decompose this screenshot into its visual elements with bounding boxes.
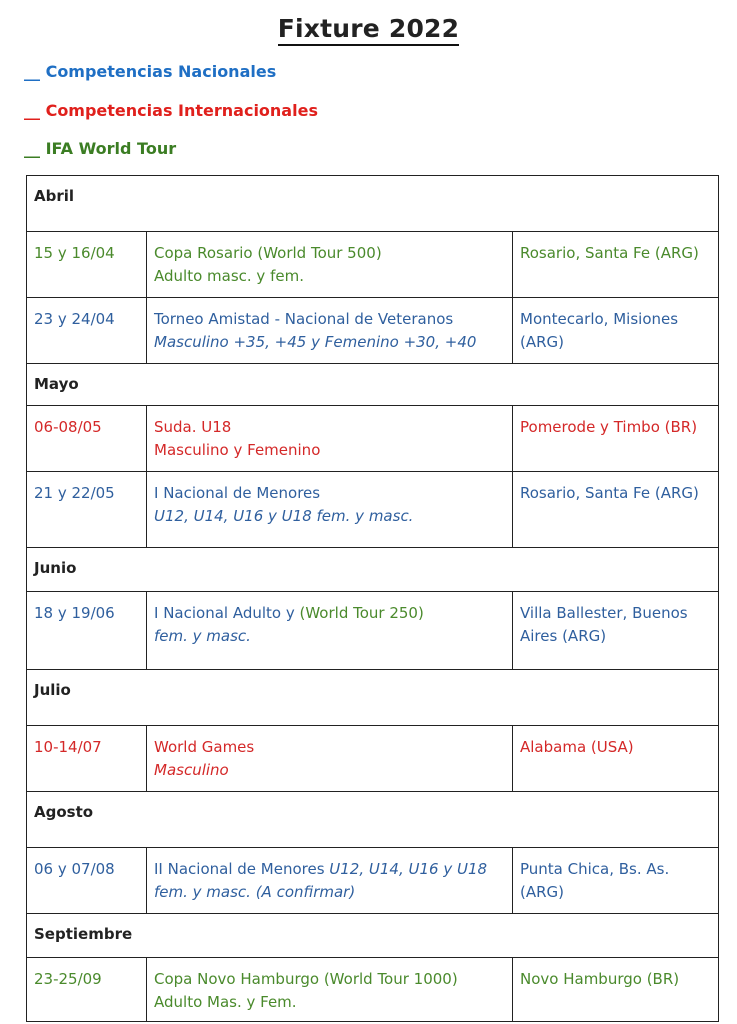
month-row bbox=[27, 548, 719, 592]
event-name: I Nacional de Menores U12, U14, U16 y U18 fem. y masc. bbox=[147, 472, 513, 548]
month-row bbox=[27, 176, 719, 232]
event-detail: Adulto masc. y fem. bbox=[154, 267, 304, 285]
event-date: 23-25/09 bbox=[27, 958, 147, 1022]
event-place: Alabama (USA) bbox=[513, 726, 719, 792]
event-detail: Adulto Mas. y Fem. bbox=[154, 993, 297, 1011]
legend-internacional: __ Competencias Internacionales bbox=[24, 101, 318, 120]
event-place: Pomerode y Timbo (BR) bbox=[513, 406, 719, 472]
event-name: Torneo Amistad - Nacional de Veteranos Masculino +35, +45 y Femenino +30, +40 bbox=[147, 298, 513, 364]
event-date: 06 y 07/08 bbox=[27, 848, 147, 914]
month-row bbox=[27, 792, 719, 848]
event-place: Montecarlo, Misiones (ARG) bbox=[513, 298, 719, 364]
month-label: Junio bbox=[27, 548, 719, 592]
event-place: Villa Ballester, Buenos Aires (ARG) bbox=[513, 592, 719, 670]
event-detail: Masculino bbox=[154, 761, 229, 779]
event-place: Punta Chica, Bs. As. (ARG) bbox=[513, 848, 719, 914]
event-row bbox=[27, 298, 719, 364]
event-name: Copa Novo Hamburgo (World Tour 1000) Adulto Mas. y Fem. bbox=[147, 958, 513, 1022]
event-row bbox=[27, 958, 719, 1022]
event-row bbox=[27, 848, 719, 914]
event-date: 15 y 16/04 bbox=[27, 232, 147, 298]
event-row bbox=[27, 472, 719, 548]
event-name: Copa Rosario (World Tour 500) Adulto masc. y fem. bbox=[147, 232, 513, 298]
event-date: 21 y 22/05 bbox=[27, 472, 147, 548]
legend-nacional: __ Competencias Nacionales bbox=[24, 62, 277, 81]
month-row bbox=[27, 364, 719, 406]
event-place: Rosario, Santa Fe (ARG) bbox=[513, 472, 719, 548]
event-place: Rosario, Santa Fe (ARG) bbox=[513, 232, 719, 298]
page-title: Fixture 2022 bbox=[0, 14, 737, 43]
month-label: Abril bbox=[27, 176, 719, 232]
month-label: Septiembre bbox=[27, 914, 719, 958]
event-detail: fem. y masc. bbox=[154, 627, 251, 645]
month-row bbox=[27, 914, 719, 958]
event-date: 18 y 19/06 bbox=[27, 592, 147, 670]
event-name: World Games Masculino bbox=[147, 726, 513, 792]
event-detail: Masculino y Femenino bbox=[154, 441, 321, 459]
event-row bbox=[27, 232, 719, 298]
month-label: Julio bbox=[27, 670, 719, 726]
event-date: 06-08/05 bbox=[27, 406, 147, 472]
event-detail: U12, U14, U16 y U18 fem. y masc. bbox=[154, 507, 414, 525]
event-detail: U12, U14, U16 y U18 fem. y masc. (A confirmar) bbox=[154, 860, 488, 901]
fixture-table bbox=[26, 175, 719, 1022]
month-label: Agosto bbox=[27, 792, 719, 848]
event-detail: Masculino +35, +45 y Femenino +30, +40 bbox=[154, 333, 477, 351]
event-row bbox=[27, 406, 719, 472]
month-label: Mayo bbox=[27, 364, 719, 406]
event-name: Suda. U18 Masculino y Femenino bbox=[147, 406, 513, 472]
event-row bbox=[27, 726, 719, 792]
event-date: 23 y 24/04 bbox=[27, 298, 147, 364]
month-row bbox=[27, 670, 719, 726]
event-name: I Nacional Adulto y (World Tour 250) fem. y masc. bbox=[147, 592, 513, 670]
legend-world-tour: __ IFA World Tour bbox=[24, 139, 177, 158]
event-row bbox=[27, 592, 719, 670]
world-tour-tag: (World Tour 250) bbox=[299, 604, 424, 622]
event-name: II Nacional de Menores U12, U14, U16 y U18 fem. y masc. (A confirmar) bbox=[147, 848, 513, 914]
event-date: 10-14/07 bbox=[27, 726, 147, 792]
event-place: Novo Hamburgo (BR) bbox=[513, 958, 719, 1022]
